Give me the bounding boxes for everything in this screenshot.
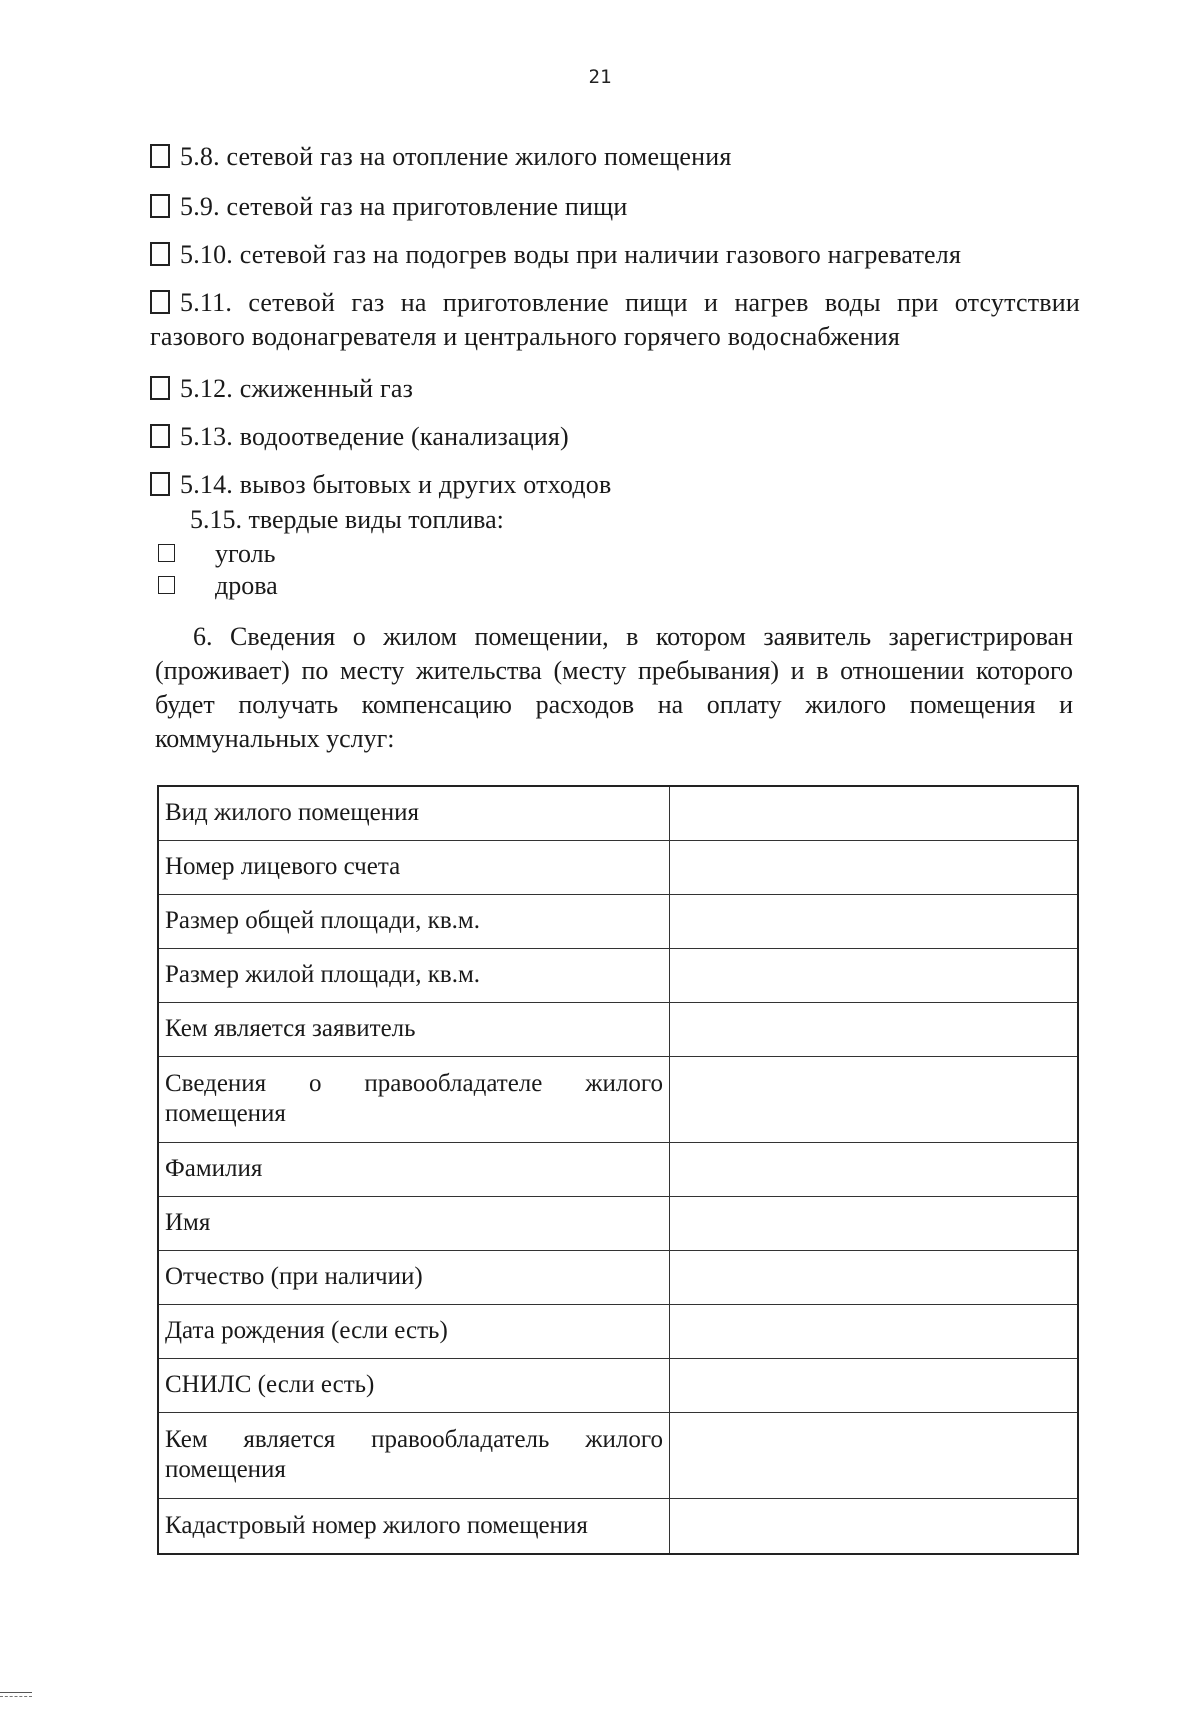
row-label: Сведения о правообладателе жилого помещения (158, 1056, 669, 1142)
checkbox[interactable] (150, 194, 170, 218)
row-value-field[interactable] (669, 1358, 1078, 1412)
row-label: Дата рождения (если есть) (158, 1304, 669, 1358)
table-row (158, 1002, 1078, 1056)
row-value-field[interactable] (669, 1142, 1078, 1196)
checkbox-item-5-13[interactable] (150, 420, 1080, 454)
row-value-field[interactable] (669, 1498, 1078, 1554)
row-label: Номер лицевого счета (158, 840, 669, 894)
row-label: Отчество (при наличии) (158, 1250, 669, 1304)
table-row (158, 1142, 1078, 1196)
checkbox-item-label: 5.10. сетевой газ на подогрев воды при наличии газового нагревателя (180, 240, 962, 269)
row-value-field[interactable] (669, 1304, 1078, 1358)
checkbox-item-label: 5.9. сетевой газ на приготовление пищи (180, 192, 628, 221)
table-row (158, 1304, 1078, 1358)
row-value-field[interactable] (669, 786, 1078, 840)
row-label: Размер жилой площади, кв.м. (158, 948, 669, 1002)
table-row (158, 1250, 1078, 1304)
page-number: 21 (588, 66, 612, 88)
checkbox-item-label: 5.14. вывоз бытовых и других отходов (180, 470, 612, 499)
table-row (158, 1498, 1078, 1554)
row-value-field[interactable] (669, 1056, 1078, 1142)
row-value-field[interactable] (669, 1250, 1078, 1304)
row-value-field[interactable] (669, 1196, 1078, 1250)
row-value-field[interactable] (669, 1412, 1078, 1498)
row-label: Кем является заявитель (158, 1002, 669, 1056)
checkbox-item-label: 5.13. водоотведение (канализация) (180, 422, 569, 451)
row-label: СНИЛС (если есть) (158, 1358, 669, 1412)
checkbox-item-label: 5.8. сетевой газ на отопление жилого помещения (180, 142, 732, 171)
checkbox[interactable] (158, 544, 175, 562)
row-label: Кем является правообладатель жилого помещения (158, 1412, 669, 1498)
row-value-field[interactable] (669, 1002, 1078, 1056)
table-row (158, 1412, 1078, 1498)
table-row (158, 1358, 1078, 1412)
section-6-paragraph: 6. Сведения о жилом помещении, в котором заявитель зарегистрирован (проживает) по месту жительства (месту пребывания) и в отношении которого будет получать компенсацию расходов на оплату жилого помещения и коммунальных услуг: (155, 622, 1073, 753)
checkbox[interactable] (150, 290, 170, 314)
checkbox[interactable] (158, 576, 175, 594)
fuel-option-label: дрова (215, 571, 278, 600)
fuel-option-label: уголь (215, 539, 276, 568)
checkbox-item-5-12[interactable] (150, 372, 1080, 406)
table-row (158, 1056, 1078, 1142)
table-row (158, 948, 1078, 1002)
row-label: Размер общей площади, кв.м. (158, 894, 669, 948)
checkbox[interactable] (150, 376, 170, 400)
fuel-option-coal[interactable] (158, 538, 276, 570)
row-label: Имя (158, 1196, 669, 1250)
row-value-field[interactable] (669, 840, 1078, 894)
checkbox-item-5-8[interactable] (150, 140, 1080, 174)
row-label: Фамилия (158, 1142, 669, 1196)
row-label: Вид жилого помещения (158, 786, 669, 840)
table-row (158, 786, 1078, 840)
scan-edge-mark (0, 1692, 32, 1697)
housing-info-table (157, 785, 1079, 1555)
checkbox-item-5-10[interactable] (150, 238, 1080, 272)
checkbox-item-label: 5.12. сжиженный газ (180, 374, 414, 403)
fuel-option-firewood[interactable] (158, 570, 278, 602)
checkbox[interactable] (150, 144, 170, 168)
table-row (158, 894, 1078, 948)
row-label: Кадастровый номер жилого помещения (158, 1498, 669, 1554)
solid-fuel-heading: 5.15. твердые виды топлива: (190, 505, 504, 534)
checkbox-item-5-9[interactable] (150, 190, 1080, 224)
checkbox[interactable] (150, 242, 170, 266)
checkbox-item-5-11[interactable] (150, 286, 1080, 354)
checkbox[interactable] (150, 424, 170, 448)
row-value-field[interactable] (669, 894, 1078, 948)
row-value-field[interactable] (669, 948, 1078, 1002)
checkbox-item-5-14[interactable] (150, 468, 1080, 502)
checkbox[interactable] (150, 472, 170, 496)
table-row (158, 840, 1078, 894)
checkbox-item-label: 5.11. сетевой газ на приготовление пищи и нагрев воды при отсутствии газового водонагревателя и центрального горячего водоснабжения (150, 288, 1080, 351)
table-row (158, 1196, 1078, 1250)
